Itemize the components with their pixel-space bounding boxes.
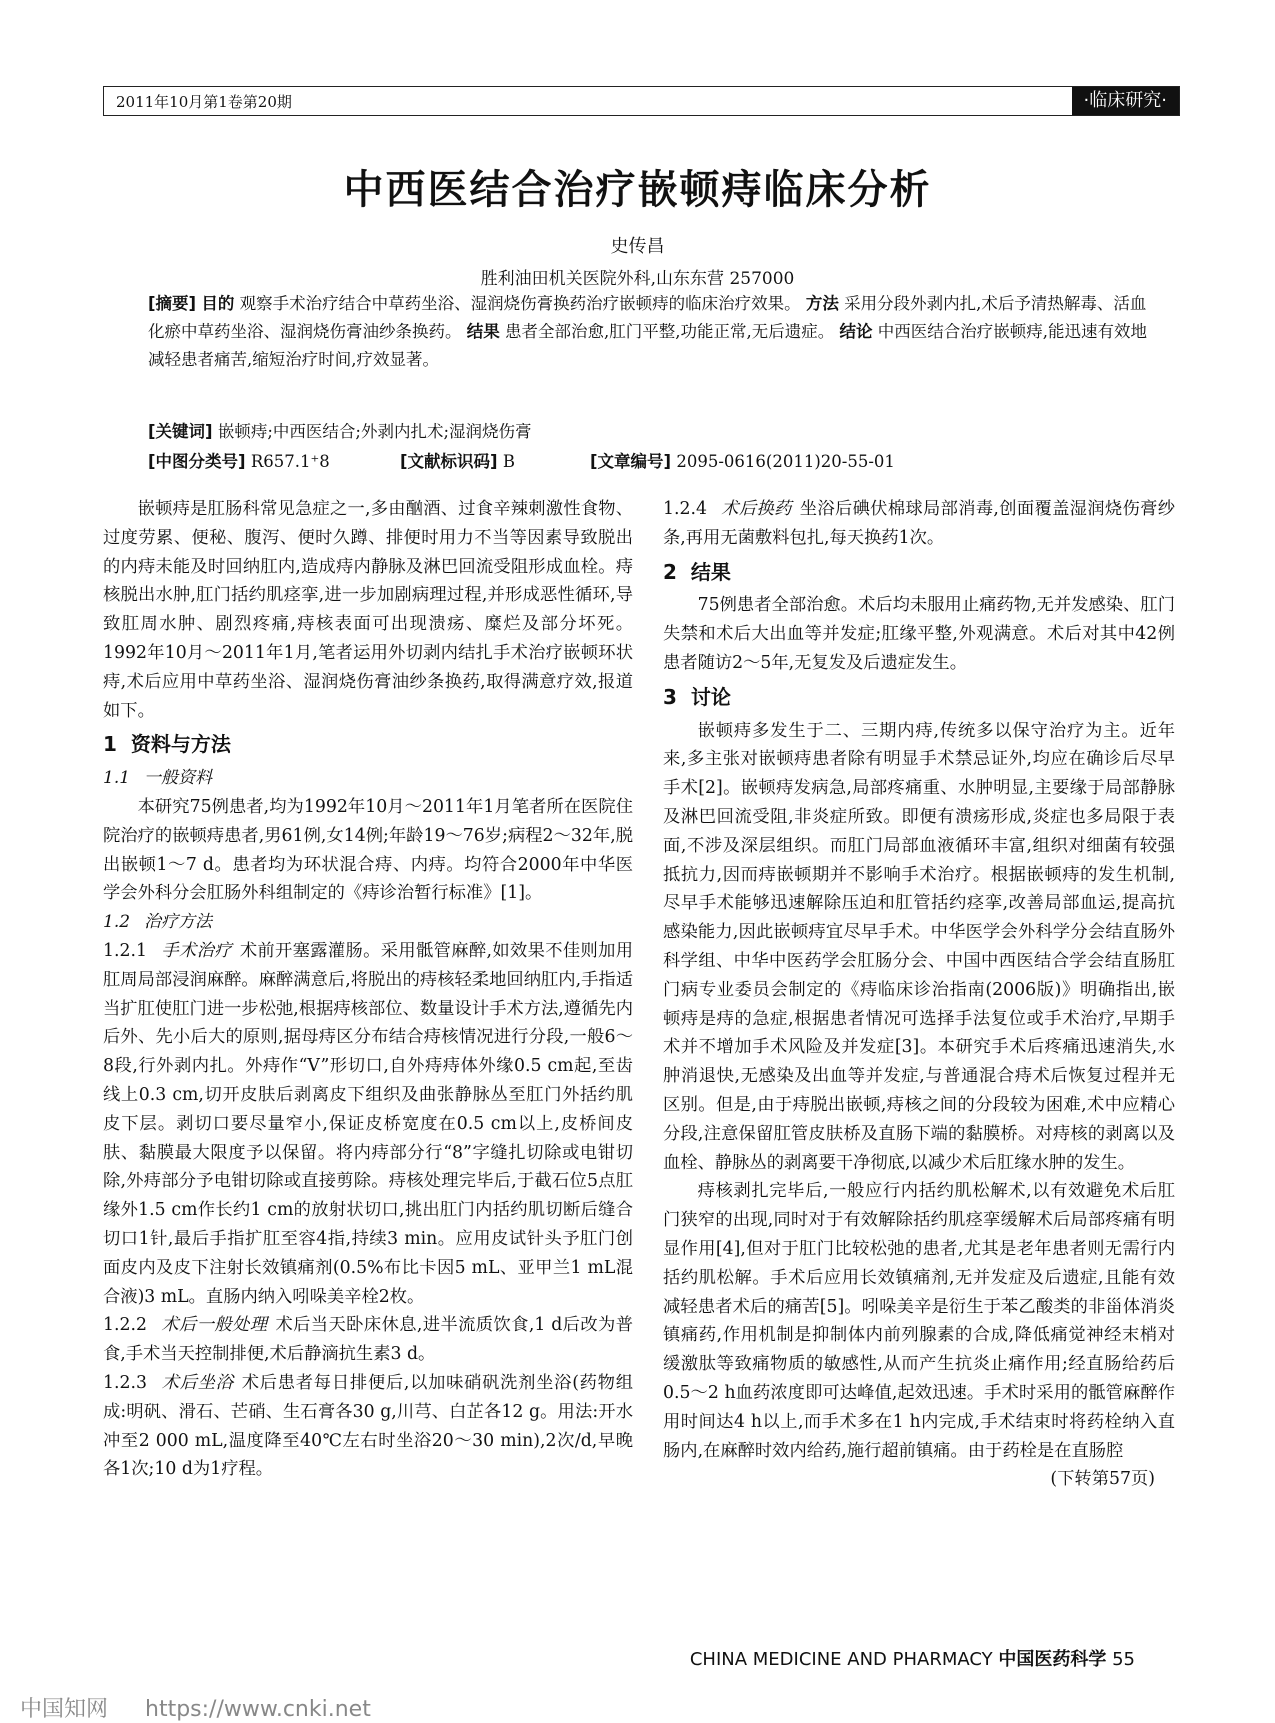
method-text: 采用分段外剥内扎,术后予清热解毒、活血化瘀中草药坐浴、湿润烧伤膏油纱条换药。 [148,294,1147,341]
left-column [103,495,633,1484]
conclusion-text: 中西医结合治疗嵌顿痔,能迅速有效地减轻患者痛苦,缩短治疗时间,疗效显著。 [148,322,1147,369]
section-1-1-text: 本研究75例患者,均为1992年10月～2011年1月笔者所在医院住院治疗的嵌顿痔患者,男61例,女14例;年龄19～76岁;病程2～32年,脱出嵌顿1～7 d。患者均为环状混合痔、内痔。均符合2000年中华医学会外科分会肛肠外科组制定的《痔诊治暂行标准》[1]。 [103,796,633,904]
classification-value: R657.1⁺8 [250,452,330,471]
section-2-text: 75例患者全部治愈。术后均未服用止痛药物,无并发感染、肛门失禁和术后大出血等并发症;肛缘平整,外观满意。术后对其中42例患者随访2～5年,无复发及后遗症发生。 [663,595,1175,673]
keywords-text: 嵌顿痔;中西医结合;外剥内扎术;湿润烧伤膏 [217,422,532,441]
article-number [590,448,895,472]
purpose-text: 观察手术治疗结合中草药坐浴、湿润烧伤膏换药治疗嵌顿痔的临床治疗效果。 [239,294,801,313]
right-column [663,495,1175,1494]
article-no-label: [文章编号] [590,452,672,471]
doc-code-label: [文献标识码] [400,452,498,471]
document-code [400,448,515,472]
watermark-url[interactable]: https://www.cnki.net [145,1697,371,1722]
section-3-paragraph-2: 痔核剥扎完毕后,一般应行内括约肌松解术,以有效避免术后肛门狭窄的出现,同时对于有效解除括约肌痉挛缓解术后局部疼痛有明显作用[4],但对于肛门比较松弛的患者,尤其是老年患者则无需行内括约肌松解。手术后应用长效镇痛剂,无并发症及后遗症,且能有效减轻患者术后的痛苦[5]。吲哚美辛是衍生于苯乙酸类的非甾体消炎镇痛药,作用机制是抑制体内前列腺素的合成,降低痛觉神经末梢对缓激肽等致痛物质的敏感性,从而产生抗炎止痛作用;经直肠给药后0.5～2 h血药浓度即可达峰值,起效迅速。手术时采用的骶管麻醉作用时间达4 h以上,而手术多在1 h内完成,手术结束时将药栓纳入直肠内,在麻醉时效内给药,施行超前镇痛。由于药栓是在直肠腔 [663,1181,1175,1461]
section-1-1-heading: 1.1 一般资料 [103,768,213,789]
purpose-label: 目的 [201,294,235,313]
section-3-paragraph-1: 嵌顿痔多发生于二、三期内痔,传统多以保守治疗为主。近年来,多主张对嵌顿痔患者除有明显手术禁忌证外,均应在确诊后尽早手术[2]。嵌顿痔发病急,局部疼痛重、水肿明显,主要缘于局部静脉及淋巴回流受阻,非炎症所致。即便有溃疡形成,炎症也多局限于表面,不涉及深层组织。而肛门局部血液循环丰富,组织对细菌有较强抵抗力,因而痔嵌顿期并不影响手术治疗。根据嵌顿痔的发生机制,尽早手术能够迅速解除压迫和肛管括约痉挛,改善局部血运,提高抗感染能力,因此嵌顿痔宜尽早手术。中华医学会外科学分会结直肠外科学组、中华中医药学会肛肠分会、中国中西医结合学会结直肠肛门病专业委员会制定的《痔临床诊治指南(2006版)》明确指出,嵌顿痔是痔的急症,根据患者情况可选择手法复位或手术治疗,早期手术并不增加手术风险及并发症[3]。本研究手术后疼痛迅速消失,水肿消退快,无感染及出血等并发症,与普通混合痔术后恢复过程并无区别。但是,由于痔脱出嵌顿,痔核之间的分段较为困难,术中应精心分段,注意保留肛管皮肤桥及直肠下端的黏膜桥。对痔核的剥离以及血栓、静脉丛的剥离要干净彻底,以减少术后肛缘水肿的发生。 [663,720,1175,1173]
watermark-brand: 中国知网 [20,1697,109,1722]
author: 史传昌 [610,236,665,257]
journal-english: CHINA MEDICINE AND PHARMACY [689,1649,993,1670]
result-text: 患者全部治愈,肛门平整,功能正常,无后遗症。 [505,322,835,341]
section-1-2-heading: 1.2 治疗方法 [103,912,213,933]
journal-chinese: 中国医药科学 [998,1649,1107,1670]
keywords-label: [关键词] [148,422,213,441]
affiliation: 胜利油田机关医院外科,山东东营 257000 [480,269,795,289]
section-1-2-3: 1.2.3 术后坐浴 术后患者每日排便后,以加味硝矾洗剂坐浴(药物组成:明矾、滑石、芒硝、生石膏各30 g,川芎、白芷各12 g。用法:开水冲至2 000 mL,温度降至40℃左右时坐浴20～30 min),2次/d,早晚各1次;10 d为1疗程。 [103,1372,633,1480]
article-no-value: 2095-0616(2011)20-55-01 [676,452,895,471]
section-1-2-4: 1.2.4 术后换药 坐浴后碘伏棉球局部消毒,创面覆盖湿润烧伤膏纱条,再用无菌敷料包扎,每天换药1次。 [663,499,1175,548]
page-footer [690,1645,1135,1671]
section-1-2-1: 1.2.1 手术治疗 术前开塞露灌肠。采用骶管麻醉,如效果不佳则加用肛周局部浸润麻醉。麻醉满意后,将脱出的痔核轻柔地回纳肛内,手指适当扩肛使肛门进一步松弛,根据痔核部位、数量设计手术方法,遵循先内后外、先小后大的原则,据母痔区分布结合痔核情况进行分段,一般6～8段,行外剥内扎。外痔作“V”形切口,自外痔痔体外缘0.5 cm起,至齿线上0.3 cm,切开皮肤后剥离皮下组织及曲张静脉丛至肛门外括约肌皮下层。剥切口要尽量窄小,保证皮桥宽度在0.5 cm以上,皮桥间皮肤、黏膜最大限度予以保留。将内痔部分行“8”字缝扎切除或电钳切除,外痔部分予电钳切除或直接剪除。痔核处理完毕后,于截石位5点肛缘外1.5 cm作长约1 cm的放射状切口,挑出肛门内括约肌切断后缝合切口1针,最后手指扩肛至容4指,持续3 min。应用皮试针头予肛门创面皮内及皮下注射长效镇痛剂(0.5%布比卡因5 mL、亚甲兰1 mL混合液)3 mL。直肠内纳入吲哚美辛栓2枚。 [103,940,633,1307]
classification [148,448,330,472]
page-number: 55 [1112,1649,1135,1670]
abstract [148,290,1148,374]
running-header [103,86,1180,116]
watermark [20,1692,401,1723]
keywords [148,418,1148,446]
intro-paragraph: 嵌顿痔是肛肠科常见急症之一,多由酗酒、过食辛辣刺激性食物、过度劳累、便秘、腹泻、便时久蹲、排便时用力不当等因素导致脱出的内痔未能及时回纳肛内,造成痔内静脉及淋巴回流受阻形成血栓。痔核脱出水肿,肛门括约肌痉挛,进一步加剧病理过程,并形成恶性循环,导致肛周水肿、剧烈疼痛,痔核表面可出现溃疡、糜烂及部分坏死。1992年10月～2011年1月,笔者运用外切剥内结扎手术治疗嵌顿环状痔,术后应用中草药坐浴、湿润烧伤膏油纱条换药,取得满意疗效,报道如下。 [103,499,633,721]
continued-note: (下转第57页) [1050,1469,1155,1490]
conclusion-label: 结论 [839,322,873,341]
section-1-2-2: 1.2.2 术后一般处理 术后当天卧床休息,进半流质饮食,1 d后改为普食,手术当天控制排便,术后静滴抗生素3 d。 [103,1315,633,1365]
section-badge: ·临床研究· [1072,87,1179,115]
article-title: 中西医结合治疗嵌顿痔临床分析 [343,167,932,213]
doc-code-value: B [502,452,515,471]
classification-label: [中图分类号] [148,452,246,471]
section-3-heading: 3 讨论 [663,684,731,709]
abstract-label: [摘要] [148,294,197,313]
method-label: 方法 [805,294,839,313]
issue-info: 2011年10月第1卷第20期 [116,93,292,111]
result-label: 结果 [466,322,500,341]
section-1-heading: 1 资料与方法 [103,732,231,757]
section-2-heading: 2 结果 [663,559,731,584]
